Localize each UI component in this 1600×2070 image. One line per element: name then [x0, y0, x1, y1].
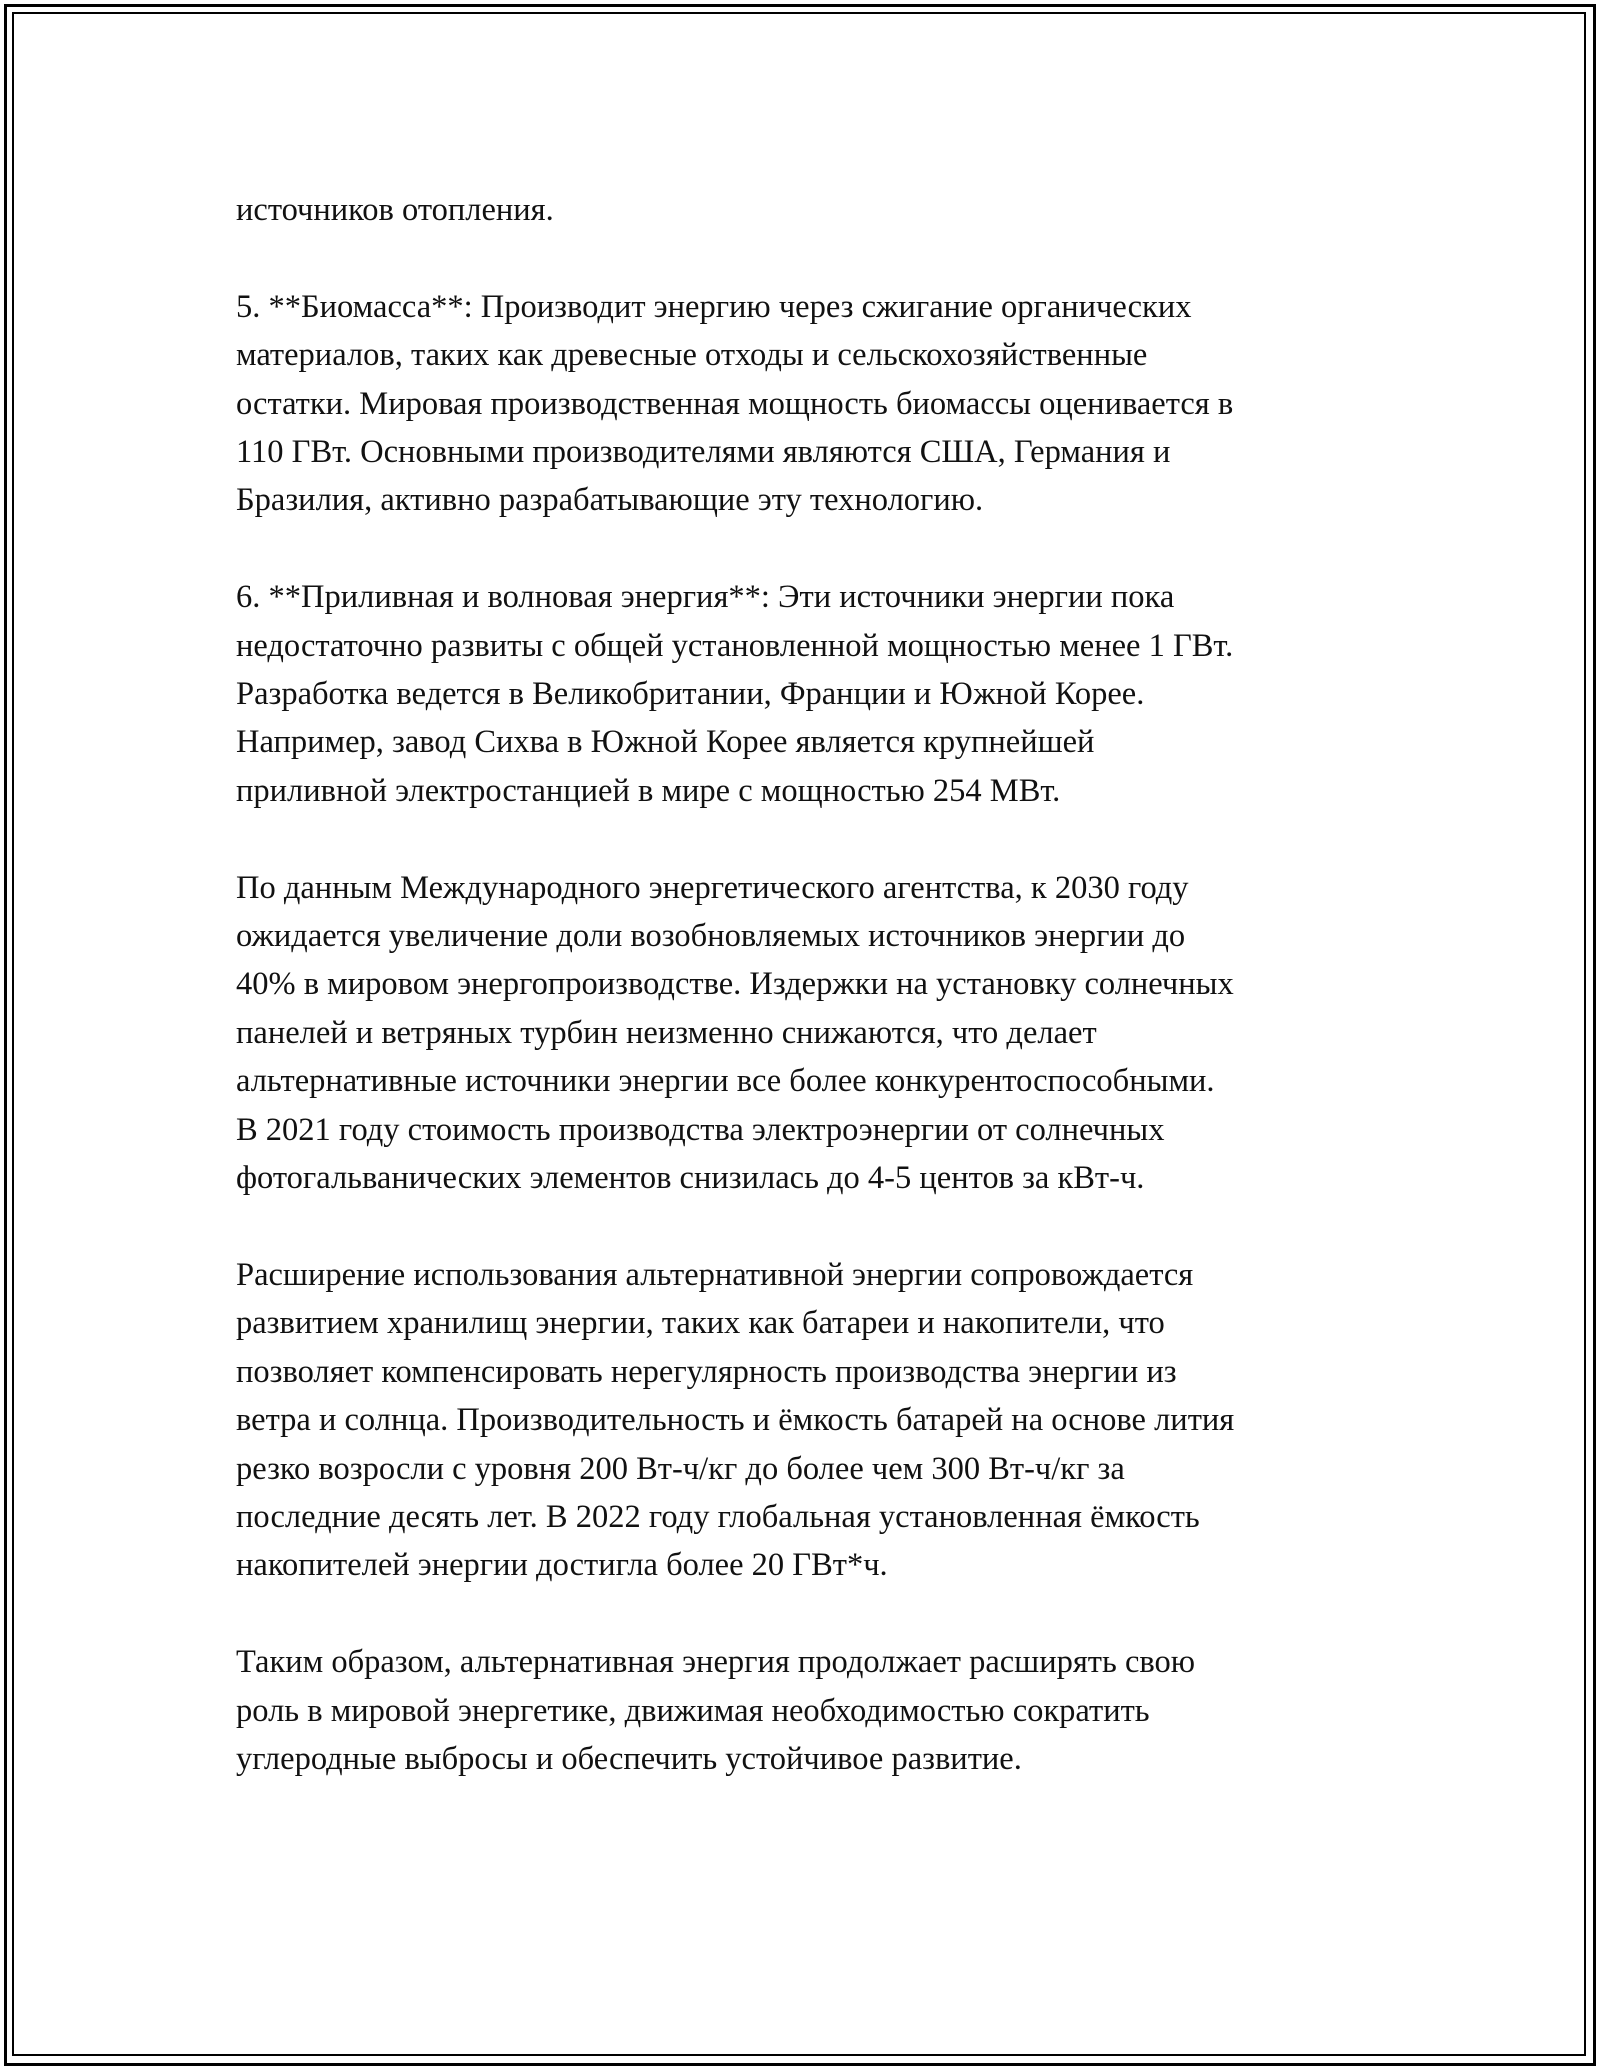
document-body [236, 186, 1396, 1783]
paragraph-tidal-wave-energy: 6. **Приливная и волновая энергия**: Эти источники энергии пока недостаточно развиты с общей установленной мощностью менее 1 ГВт. Разработка ведется в Великобритании, Франции и Южной Корее. Например, завод Сихва в Южной Корее является крупнейшей приливной электростанцией в мире с мощностью 254 МВт. [236, 579, 1234, 809]
paragraph-biomass: 5. **Биомасса**: Производит энергию через сжигание органических материалов, таких как древесные отходы и сельскохозяйственные остатки. Мировая производственная мощность биомассы оценивается в 110 ГВт. Основными производителями являются США, Германия и Бразилия, активно разрабатывающие эту технологию. [236, 288, 1234, 519]
paragraph-heating-sources-ending: источников отопления. [236, 192, 554, 228]
paragraph-energy-storage: Расширение использования альтернативной энергии сопровождается развитием хранилищ энергии, таких как батареи и накопители, что позволяет компенсировать нерегулярность производства энергии из ветра и солнца. Производительность и ёмкость батарей на основе лития резко возросли с уровня 200 Вт-ч/кг до более чем 300 Вт-ч/кг за последние десять лет. В 2022 году глобальная установленная ёмкость накопителей энергии достигла более 20 ГВт*ч. [236, 1256, 1235, 1584]
paragraph-conclusion: Таким образом, альтернативная энергия продолжает расширять свою роль в мировой энергетике, движимая необходимостью сократить углеродные выбросы и обеспечить устойчивое развитие. [236, 1644, 1196, 1777]
paragraph-iea-forecast: По данным Международного энергетического агентства, к 2030 году ожидается увеличение доли возобновляемых источников энергии до 40% в мировом энергопроизводстве. Издержки на установку солнечных панелей и ветряных турбин неизменно снижаются, что делает альтернативные источники энергии все более конкурентоспособными. В 2021 году стоимость производства электроэнергии от солнечных фотогальванических элементов снизилась до 4-5 центов за кВт-ч. [236, 869, 1234, 1197]
